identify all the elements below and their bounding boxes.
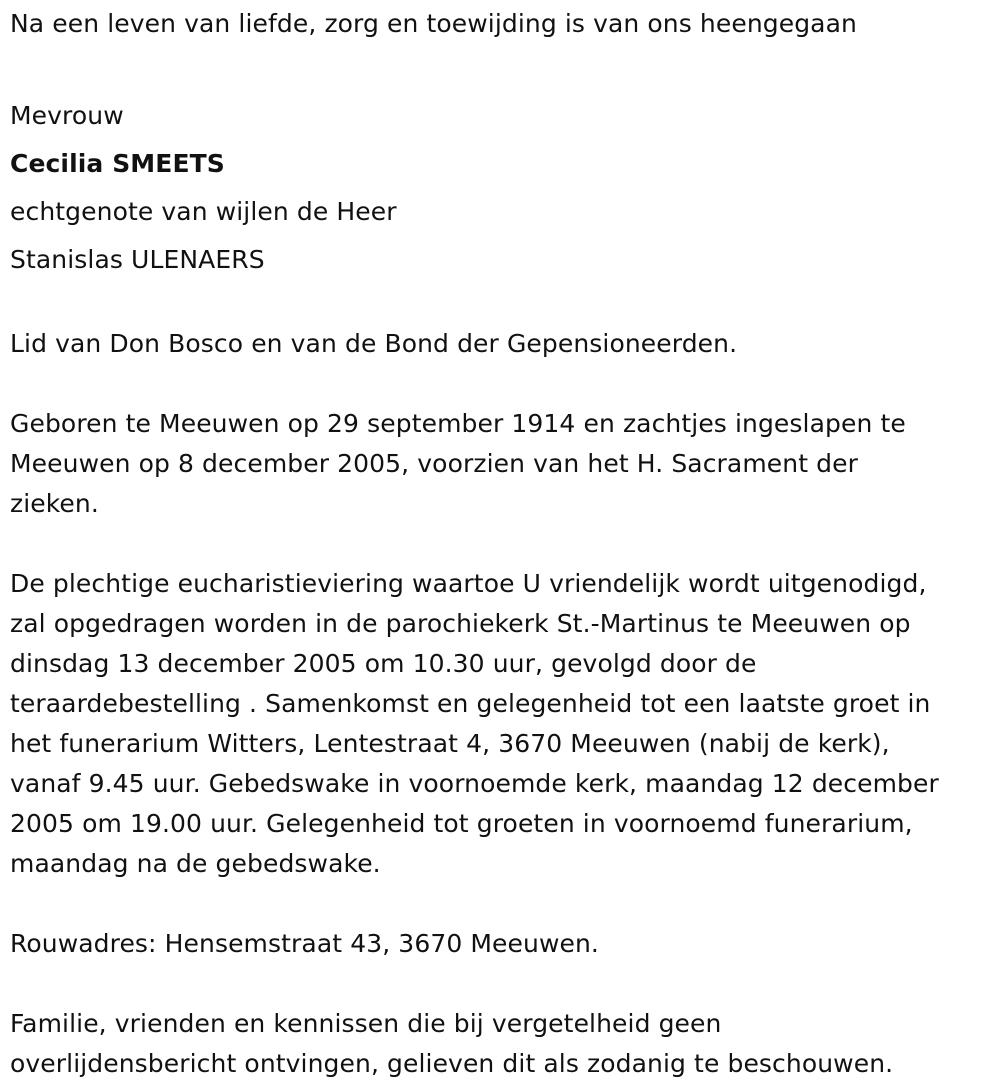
paragraph-line: De plechtige eucharistieviering waartoe U vriendelijk wordt uitgenodigd, (10, 569, 927, 598)
deceased-block (10, 92, 995, 284)
paragraph-line: Meeuwen op 8 december 2005, voorzien van het H. Sacrament der (10, 449, 859, 478)
paragraph-line: zieken. (10, 489, 99, 518)
paragraph-line: dinsdag 13 december 2005 om 10.30 uur, gevolgd door de (10, 649, 757, 678)
paragraph-line: maandag na de gebedswake. (10, 849, 381, 878)
paragraph-line: teraardebestelling . Samenkomst en gelegenheid tot een laatste groet in (10, 689, 931, 718)
closing-paragraph (10, 1004, 995, 1084)
paragraph-line: het funerarium Witters, Lentestraat 4, 3670 Meeuwen (nabij de kerk), (10, 729, 890, 758)
paragraph-line: vanaf 9.45 uur. Gebedswake in voornoemde kerk, maandag 12 december (10, 769, 939, 798)
membership-paragraph (10, 324, 995, 364)
spacer (10, 284, 995, 324)
birth-death-paragraph (10, 404, 995, 524)
spacer (10, 44, 995, 84)
paragraph-line: overlijdensbericht ontvingen, gelieven dit als zodanig te beschouwen. (10, 1049, 894, 1078)
spacer (10, 964, 995, 1004)
opening-line: Na een leven van liefde, zorg en toewijding is van ons heengegaan (10, 9, 857, 38)
ceremony-paragraph (10, 564, 995, 884)
title-prefix: Mevrouw (10, 101, 124, 130)
paragraph-line: Familie, vrienden en kennissen die bij vergetelheid geen (10, 1009, 722, 1038)
paragraph-line: zal opgedragen worden in de parochiekerk St.-Martinus te Meeuwen op (10, 609, 911, 638)
membership-line: Lid van Don Bosco en van de Bond der Gepensioneerden. (10, 329, 738, 358)
spouse-intro: echtgenote van wijlen de Heer (10, 197, 397, 226)
spacer (10, 884, 995, 924)
spacer (10, 524, 995, 564)
paragraph-line: 2005 om 19.00 uur. Gelegenheid tot groeten in voornoemd funerarium, (10, 809, 913, 838)
mourning-address-paragraph (10, 924, 995, 964)
spacer (10, 364, 995, 404)
deceased-name: Cecilia SMEETS (10, 149, 225, 178)
death-notice (10, 0, 995, 1084)
paragraph-line: Geboren te Meeuwen op 29 september 1914 en zachtjes ingeslapen te (10, 409, 906, 438)
spouse-name: Stanislas ULENAERS (10, 245, 265, 274)
mourning-address: Rouwadres: Hensemstraat 43, 3670 Meeuwen. (10, 929, 599, 958)
